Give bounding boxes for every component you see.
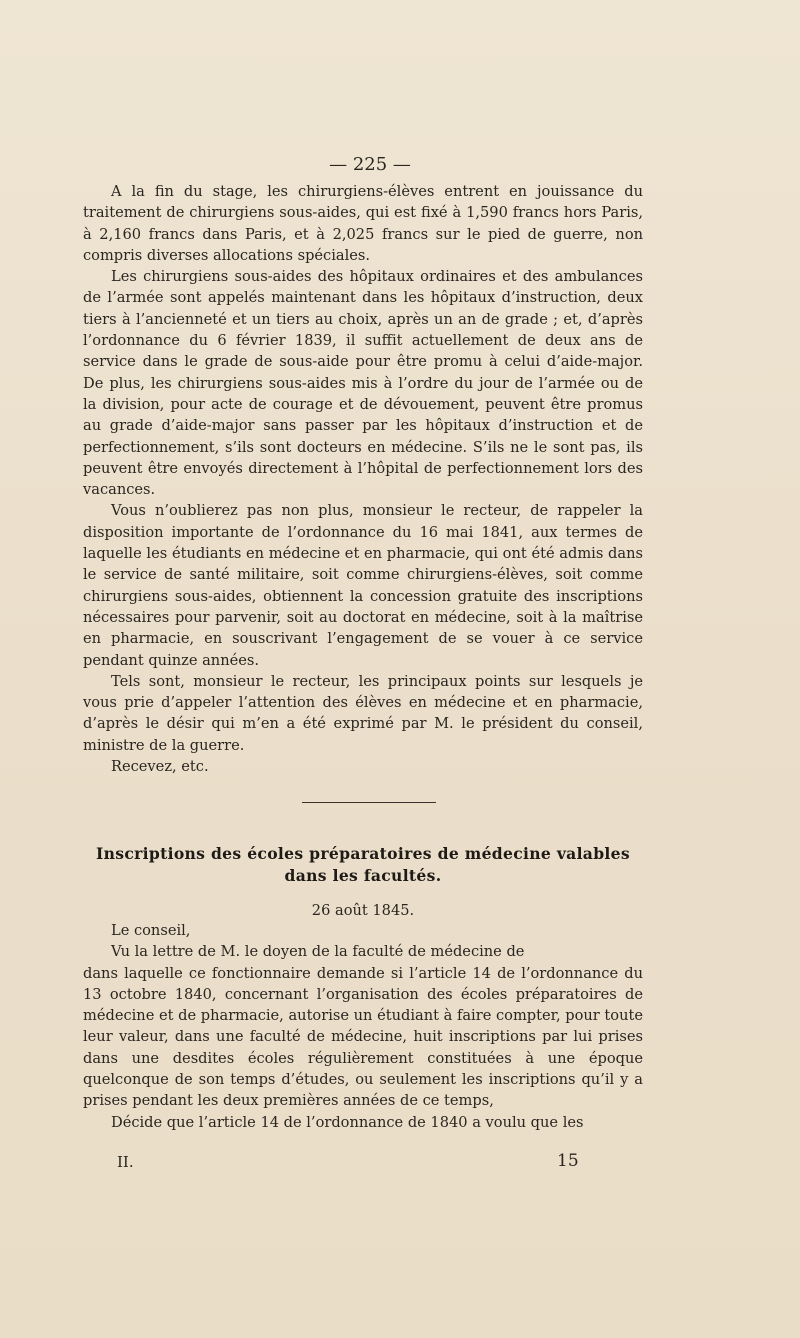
sheet-number: 15	[557, 1151, 579, 1171]
section-divider	[302, 802, 436, 803]
paragraph: Les chirurgiens sous-aides des hôpitaux ordinaires et des ambulances de l’armée sont appelés maintenant dans les hôpitaux d’instruction, deux tiers à l’ancienneté et un tiers au choix, après un an de grade ; et, d’après l’ordonnance du 6 février 1839, il suffit actuellement de deux ans de service dans le grade de sous-aide pour être promu à celui d’aide-major. De plus, les chirurgiens sous-aides mis à l’ordre du jour de l’armée ou de la division, pour acte de courage et de dévouement, peuvent être promus au grade d’aide-major sans passer par les hôpitaux d’instruction et de perfectionnement, s’ils sont docteurs en médecine. S’ils ne le sont pas, ils peuvent être envoyés directement à l’hôpital de perfectionnement lors des vacances.	[83, 268, 643, 499]
page-number: — 225 —	[329, 154, 411, 175]
paragraph: A la fin du stage, les chirurgiens-élèves entrent en jouissance du traitement de chirurgiens sous-aides, qui est fixé à 1,590 francs hors Paris, à 2,160 francs dans Paris, et à 2,025 francs sur le pied de guerre, non compris diverses allocations spéciales.	[83, 183, 643, 264]
section-heading-line: dans les facultés.	[284, 866, 442, 885]
paragraph: Vous n’oublierez pas non plus, monsieur le recteur, de rappeler la disposition importante de l’ordonnance du 16 mai 1841, aux termes de laquelle les étudiants en médecine et en pharmacie, qui ont été admis dans le service de santé militaire, soit comme chirurgiens-élèves, soit comme chirurgiens sous-aides, obtiennent la concession gratuite des inscriptions nécessaires pour parvenir, soit au doctorat en médecine, soit à la maîtrise en pharmacie, en souscrivant l’engagement de se vouer à ce service pendant quinze années.	[83, 502, 643, 669]
paragraph: Tels sont, monsieur le recteur, les principaux points sur lesquels je vous prie d’appeler l’attention des élèves en médecine et en pharmacie, d’après le désir qui m’en a été exprimé par M. le président du conseil, ministre de la guerre.	[83, 672, 643, 754]
paragraph: dans laquelle ce fonctionnaire demande si l’article 14 de l’ordonnance du 13 octobre 1840, concernant l’organisation des écoles préparatoires de médecine et de pharmacie, autorise un étudiant à faire compter, pour toute leur valeur, dans une faculté de médecine, huit inscriptions par lui prises dans une desdites écoles régulièrement constituées à une époque quelconque de son temps d’études, ou seulement les inscriptions qu’il y a prises pendant les deux premières années de ce temps,	[83, 964, 643, 1110]
page-footer	[83, 1153, 643, 1177]
signature-mark: II.	[117, 1153, 134, 1171]
paragraph: Recevez, etc.	[111, 758, 209, 776]
section-heading	[83, 843, 643, 887]
paragraph: Décide que l’article 14 de l’ordonnance de 1840 a voulu que les	[111, 1113, 584, 1131]
paragraph: Le conseil,	[111, 922, 191, 939]
paragraph: Vu la lettre de M. le doyen de la faculté de médecine de	[111, 943, 525, 961]
section-date: 26 août 1845.	[311, 902, 415, 919]
text-block-bottom	[83, 920, 643, 1133]
text-block-top	[83, 181, 643, 777]
section-heading-line: Inscriptions des écoles préparatoires de médecine valables	[96, 844, 630, 863]
